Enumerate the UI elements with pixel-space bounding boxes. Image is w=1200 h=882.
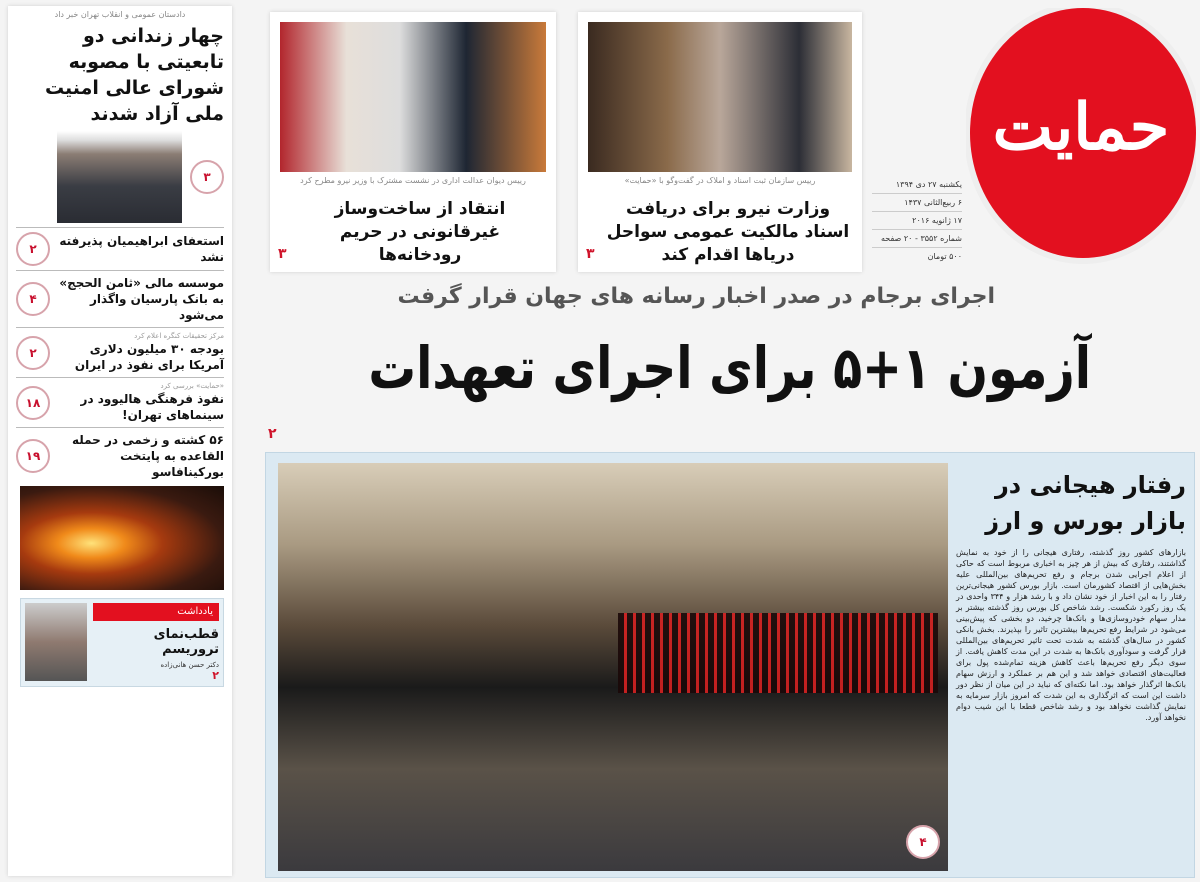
page-number: ۴: [919, 835, 927, 849]
note-page: ۲: [212, 669, 219, 682]
list-item-title: استعفای ابراهیمیان پذیرفته نشد: [59, 234, 224, 264]
list-item-kicker: مرکز تحقیقات کنگره اعلام کرد: [134, 332, 224, 340]
page-badge[interactable]: [16, 439, 50, 473]
date-shamsi: یکشنبه ۲۷ دی ۱۳۹۴: [872, 176, 962, 194]
page-badge[interactable]: [906, 825, 940, 859]
note-title: قطب‌نمای تروریسم: [153, 627, 219, 657]
page-badge[interactable]: [16, 386, 50, 420]
list-item-title: ۵۶ کشته و زخمی در حمله القاعده به پایتخت بورکینافاسو: [71, 433, 224, 479]
note-box[interactable]: [20, 598, 224, 687]
list-item[interactable]: [16, 271, 224, 328]
sidebar: [8, 6, 232, 876]
list-item[interactable]: [16, 378, 224, 428]
story-headline: وزارت نیرو برای دریافت اسناد مالکیت عمومی سواحل دریاها اقدام کند: [606, 199, 850, 265]
lead-page: ۲: [268, 426, 277, 442]
page-number: ۲: [29, 242, 37, 256]
list-item-title: نفوذ فرهنگی هالیوود در سینماهای تهران!: [80, 392, 224, 422]
sidebar-top-kicker: دادستان عمومی و انقلاب تهران خبر داد: [54, 10, 186, 19]
list-item[interactable]: [16, 328, 224, 378]
list-item-title: بودجه ۳۰ میلیون دلاری آمریکا برای نفوذ در ایران: [74, 342, 224, 372]
story-photo: [588, 22, 852, 172]
note-label: یادداشت: [93, 603, 219, 621]
issue-number: شماره ۳۵۵۲ - ۲۰ صفحه: [872, 230, 962, 248]
top-story-1[interactable]: [578, 12, 862, 272]
feature-body: بازارهای کشور روز گذشته، رفتاری هیجانی را از خود به نمایش گذاشتند، رفتاری که بیش از هر چیز به اخباری مربوط است که حاکی از اعلام اجرایی شدن برجام و رفع تحریم‌های بین‌المللی علیه بخش‌هایی از اقتصاد کشورمان است. بازار بورس کشور هیجانی‌ترین رفتار را به این اخبار از خود نشان داد و با رشد هزار و ۳۴۴ واحدی در یک روز رکورد شکست. رشد شاخص کل بورس روز گذشته بیشتر بر مدار سهام خودروسازی‌ها و بانک‌ها چرخید، دو بخشی که پیش‌بینی می‌شود در شرایط رفع تحریم‌ها بیشترین تاثیر را بپذیرند. بخش بانکی کشور در سال‌های گذشته به شدت تحت تاثیر تحریم‌های بین‌المللی قرار گرفت و سودآوری بانک‌ها به شدت در این مدت کاهش یافت. از سوی دیگر رفع تحریم‌ها باعث کاهش هزینه تمام‌شده پول برای فعالیت‌های اقتصادی خواهد شد و این هم بر عملکرد و ارزش سهام بانک‌ها اثرگذار خواهد بود. اما نکته‌ای که نباید در این میان از نظر دور داشت این است که اثرگذاری به این شدت که امروز بازار سرمایه به نمایش گذاشت نخواهد بود و رشد شاخص قطعا با این شیب دوام نخواهد آورد.: [956, 548, 1186, 722]
page-number: ۱۸: [25, 395, 41, 410]
price: ۵۰۰ تومان: [927, 252, 962, 261]
page-number: ۳: [203, 170, 211, 184]
feature-box: [265, 452, 1195, 878]
author-photo: [25, 603, 87, 681]
page-number: ۱۹: [25, 449, 41, 463]
sidebar-top-media: [16, 131, 224, 228]
page-badge[interactable]: [190, 160, 224, 194]
logo-text: حمایت: [992, 90, 1170, 165]
fire-photo: [20, 486, 224, 590]
top-story-2[interactable]: [270, 12, 556, 272]
bourse-photo: [278, 463, 948, 871]
story-headline: انتقاد از ساخت‌وساز غیرقانونی در حریم رودخانه‌ها: [334, 199, 506, 265]
issue-info: [872, 176, 962, 265]
lead-headline[interactable]: آزمون ۱+۵ برای اجرای تعهدات: [368, 334, 1092, 402]
page-number: ۲: [29, 345, 37, 360]
page-number: ۴: [29, 292, 37, 306]
story-photo: [280, 22, 546, 172]
note-author: دکتر حسن هانی‌زاده: [160, 661, 219, 669]
page-badge[interactable]: [16, 232, 50, 266]
page-badge[interactable]: [16, 336, 50, 370]
feature-title[interactable]: رفتار هیجانی در بازار بورس و ارز: [985, 471, 1186, 535]
sidebar-top-photo: [57, 131, 182, 223]
date-hijri: ۶ ربیع‌الثانی ۱۴۳۷: [872, 194, 962, 212]
story-page: ۳: [278, 246, 287, 262]
list-item-kicker: «حمایت» بررسی کرد: [160, 382, 224, 390]
list-item[interactable]: [16, 428, 224, 484]
lead-subhead: اجرای برجام در صدر اخبار رسانه های جهان قرار گرفت: [397, 284, 995, 309]
page-badge[interactable]: [16, 282, 50, 316]
sidebar-top-headline[interactable]: چهار زندانی دو تابعیتی با مصوبه شورای عالی امنیت ملی آزاد شدند: [44, 25, 224, 125]
date-gregorian: ۱۷ ژانویه ۲۰۱۶: [872, 212, 962, 230]
story-kicker: رییس سازمان ثبت اسناد و املاک در گفت‌وگو با «حمایت»: [624, 176, 816, 185]
logo: [966, 8, 1196, 272]
list-item[interactable]: [16, 228, 224, 271]
story-kicker: رییس دیوان عدالت اداری در نشست مشترک با وزیر نیرو مطرح کرد: [300, 176, 526, 185]
list-item-title: موسسه مالی «ثامن الحجج» به بانک پارسیان واگذار می‌شود: [59, 276, 224, 322]
lead-headline-wrap: [265, 328, 1195, 408]
story-page: ۳: [586, 246, 595, 262]
